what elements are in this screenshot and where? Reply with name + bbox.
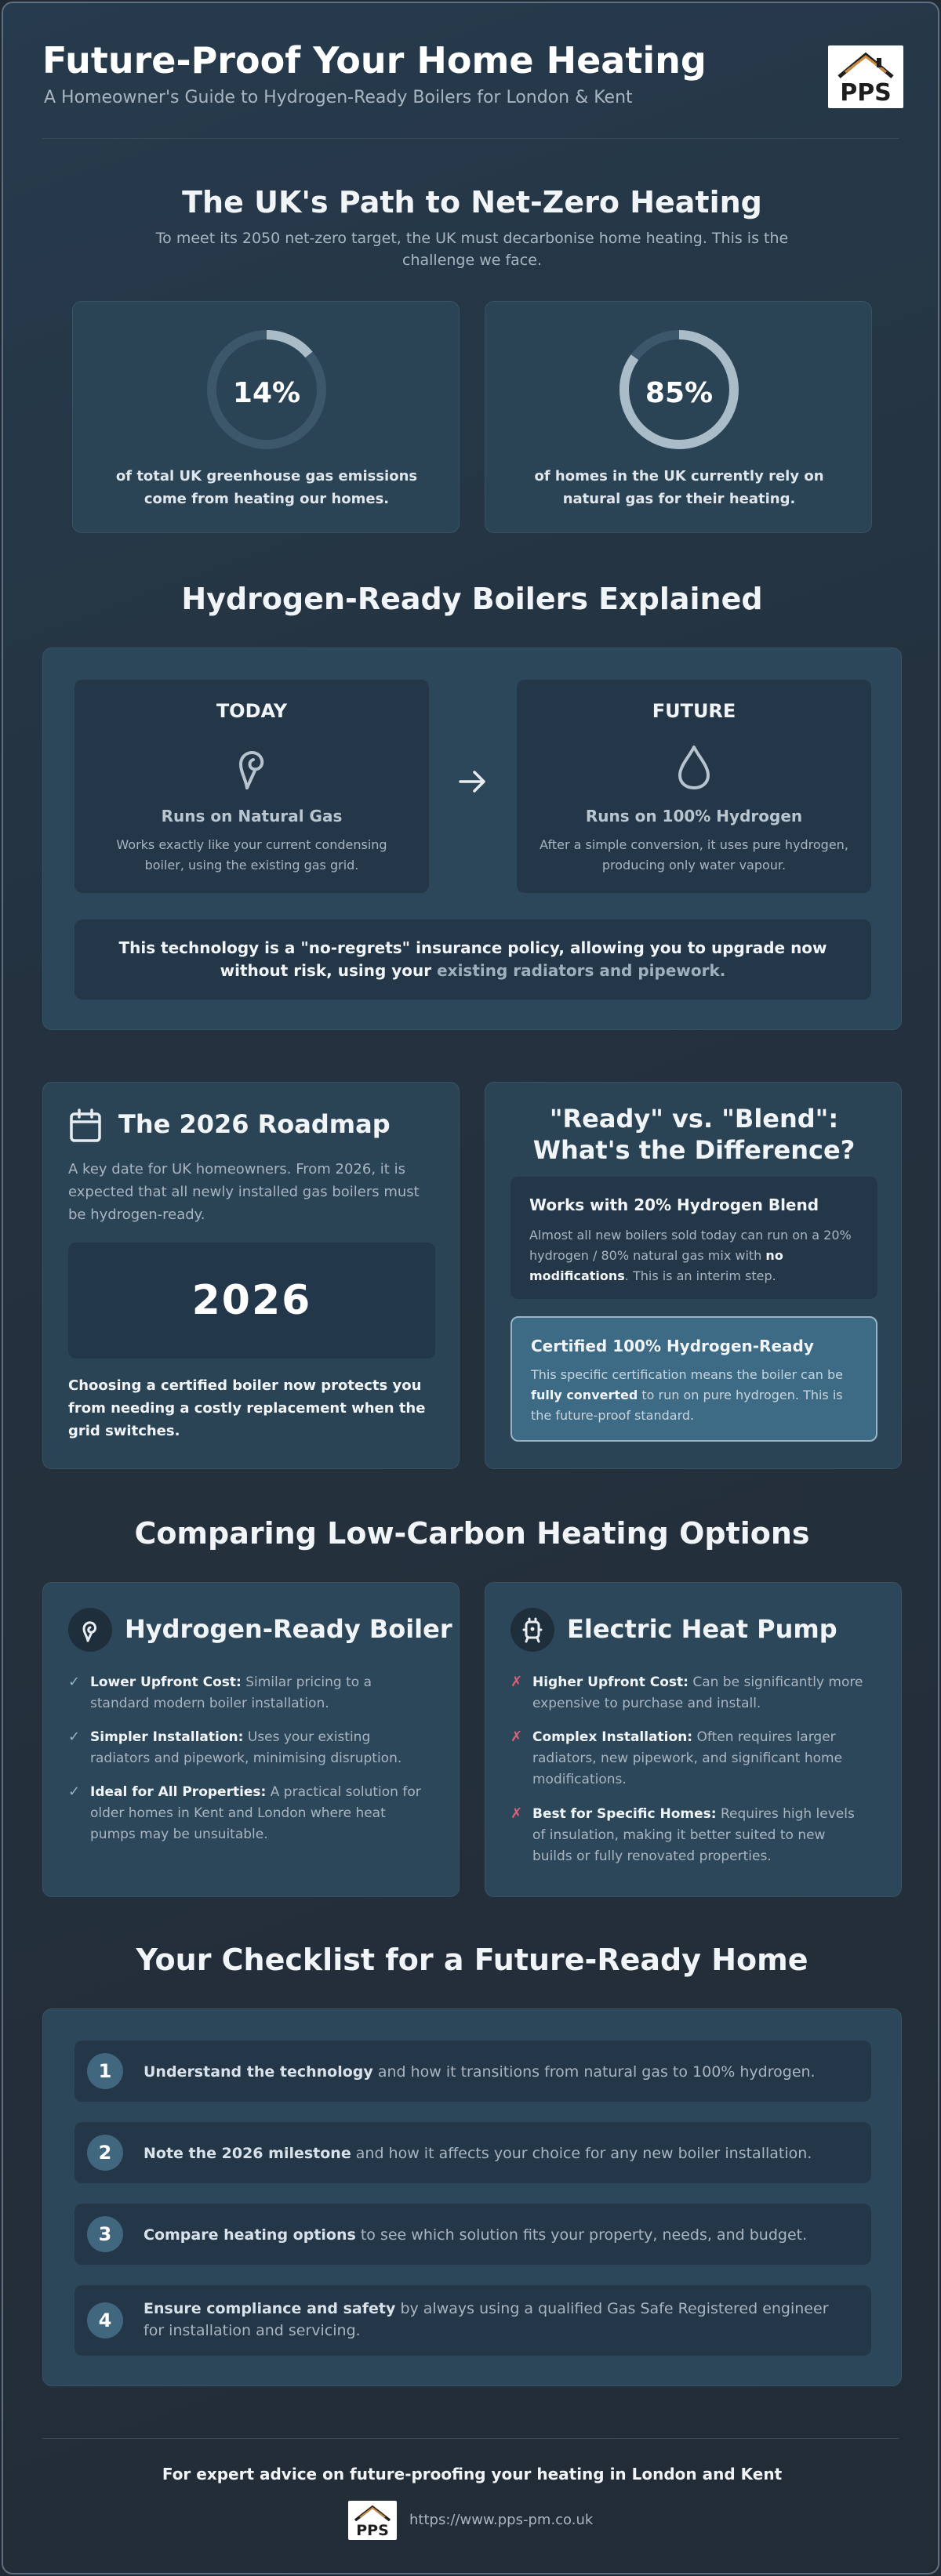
pro-label: Lower Upfront Cost: [90,1674,242,1690]
heat-pump-cons-list [510,1672,877,1879]
no-regrets-highlight: existing radiators and pipework. [437,961,726,980]
net-zero-intro: To meet its 2050 net-zero target, the UK must decarbonise home heating. This is the challenge we face. [155,230,789,269]
step-text: and how it transitions from natural gas to 100% hydrogen. [377,2063,816,2081]
heat-pump-title: Electric Heat Pump [567,1614,837,1644]
gas-flame-icon [68,1608,112,1652]
header-divider [42,138,899,139]
heat-pump-icon [510,1608,554,1652]
future-heading: Runs on 100% Hydrogen [585,807,803,825]
no-regrets-text [106,937,840,982]
heat-pump-icon-badge [510,1608,554,1652]
blend-text-a: Almost all new boilers sold today can run on a 20% hydrogen / 80% natural gas mix with [529,1228,852,1263]
today-label: TODAY [216,700,288,722]
roadmap-year-box [68,1243,435,1359]
con-label: Complex Installation: [532,1729,693,1745]
house-logo-icon [348,2501,397,2540]
checklist-panel [42,2008,902,2386]
pro-item [68,1782,435,1857]
ready-vs-blend-title [485,1103,903,1166]
boiler-card [42,1582,460,1897]
step-bold: Ensure compliance and safety [144,2300,396,2317]
cross-icon: ✗ [510,1729,523,1745]
con-item [510,1804,877,1879]
blend-text [529,1225,859,1286]
blend-text-bold: no modifications [529,1248,783,1283]
con-text: Can be significantly more expensive to purchase and install. [532,1674,863,1711]
pro-label: Simpler Installation: [90,1729,244,1745]
footer-logo [348,2501,397,2540]
con-label: Higher Upfront Cost: [532,1674,688,1690]
pro-item [68,1727,435,1782]
step-number: 1 [87,2053,123,2089]
roadmap-title: The 2026 Roadmap [118,1109,391,1139]
blend-option [510,1177,877,1299]
explained-panel [42,648,902,1030]
today-text: Works exactly like your current condensing boiler, using the existing gas grid. [116,837,387,873]
con-label: Best for Specific Homes: [532,1806,717,1822]
step-bold: Understand the technology [144,2063,373,2081]
stat-card-gas-homes [485,301,872,533]
today-card [74,680,429,893]
certified-text-a: This specific certification means the boiler can be [531,1367,843,1382]
no-regrets-note [74,920,871,1000]
net-zero-title: The UK's Path to Net-Zero Heating [182,185,762,220]
future-label: FUTURE [652,700,736,722]
boiler-icon-badge [68,1608,112,1652]
footer-text: For expert advice on future-proofing your heating in London and Kent [162,2465,783,2483]
step-text: by always using a qualified Gas Safe Registered engineer for installation and servicing. [144,2300,829,2339]
gas-flame-icon [231,742,272,793]
stat-card-emissions [72,301,460,533]
cross-icon: ✗ [510,1805,523,1822]
checklist-item [74,2285,871,2356]
stat-value: 85% [645,377,714,409]
heat-pump-card [485,1582,902,1897]
step-text: and how it affects your choice for any new boiler installation. [355,2145,812,2162]
stat-value: 14% [232,377,301,409]
certified-option [510,1316,877,1442]
infographic-page [2,2,939,2574]
arrow-right-icon [457,767,489,796]
certified-heading: Certified 100% Hydrogen-Ready [531,1337,814,1355]
pro-item [68,1672,435,1727]
pro-label: Ideal for All Properties: [90,1784,267,1800]
page-title: Future-Proof Your Home Heating [42,39,707,82]
roadmap-footer: Choosing a certified boiler now protects you from needing a costly replacement when the grid switches. [68,1377,426,1439]
company-logo [828,45,903,108]
step-number: 3 [87,2216,123,2252]
stat-caption: of total UK greenhouse gas emissions come from heating our homes. [115,468,418,507]
boiler-title: Hydrogen-Ready Boiler [125,1614,452,1644]
check-icon: ✓ [68,1783,81,1800]
no-regrets-main: This technology is a "no-regrets" insurance policy, allowing you to upgrade now without risk, using your [118,938,827,980]
future-text: After a simple conversion, it uses pure hydrogen, producing only water vapour. [540,837,848,873]
pro-text: Similar pricing to a standard modern boiler installation. [90,1674,372,1711]
con-item [510,1727,877,1804]
checklist-item [74,2122,871,2183]
pro-text: A practical solution for older homes in Kent and London where heat pumps may be unsuitable. [90,1784,421,1842]
logo-text: PPS [840,79,892,107]
boiler-pros-list [68,1672,435,1857]
pro-text: Uses your existing radiators and pipework, minimising disruption. [90,1729,402,1766]
step-bold: Compare heating options [144,2226,356,2244]
comparison-title: Comparing Low-Carbon Heating Options [134,1516,810,1551]
blend-text-b: . This is an interim step. [624,1268,776,1283]
water-drop-icon [675,742,713,793]
ready-vs-blend-title-line2: What's the Difference? [532,1135,856,1165]
checklist-title: Your Checklist for a Future-Ready Home [136,1943,808,1977]
ready-vs-blend-card [485,1082,902,1469]
step-number: 4 [87,2302,123,2338]
checklist-item [74,2204,871,2265]
con-text: Requires high levels of insulation, making it better suited to new builds or fully renovated properties. [532,1806,855,1864]
explained-title: Hydrogen-Ready Boilers Explained [181,582,763,616]
con-item [510,1672,877,1727]
step-text: to see which solution fits your property, needs, and budget. [360,2226,808,2244]
footer-url-link[interactable]: https://www.pps-pm.co.uk [409,2512,594,2528]
step-number: 2 [87,2135,123,2171]
roadmap-year: 2026 [191,1277,312,1324]
check-icon: ✓ [68,1729,81,1745]
today-heading: Runs on Natural Gas [161,807,343,825]
ready-vs-blend-title-line1: "Ready" vs. "Blend": [549,1104,839,1134]
calendar-icon [68,1108,103,1144]
stat-caption: of homes in the UK currently rely on natural gas for their heating. [534,468,824,507]
cross-icon: ✗ [510,1674,523,1690]
logo-text: PPS [356,2522,389,2539]
certified-text [531,1365,860,1426]
certified-text-b: to run on pure hydrogen. This is the future-proof standard. [531,1388,843,1423]
check-icon: ✓ [68,1674,81,1690]
step-bold: Note the 2026 milestone [144,2145,351,2162]
house-logo-icon [828,45,903,108]
page-subtitle: A Homeowner's Guide to Hydrogen-Ready Boilers for London & Kent [44,88,633,107]
blend-heading: Works with 20% Hydrogen Blend [529,1195,819,1214]
footer-divider [42,2438,899,2439]
roadmap-text: A key date for UK homeowners. From 2026, it is expected that all newly installed gas boilers must be hydrogen-ready. [68,1161,420,1223]
con-text: Often requires larger radiators, new pipework, and significant home modifications. [532,1729,843,1787]
checklist-item [74,2041,871,2102]
roadmap-card [42,1082,460,1469]
certified-text-bold: fully converted [531,1388,638,1402]
future-card [517,680,871,893]
